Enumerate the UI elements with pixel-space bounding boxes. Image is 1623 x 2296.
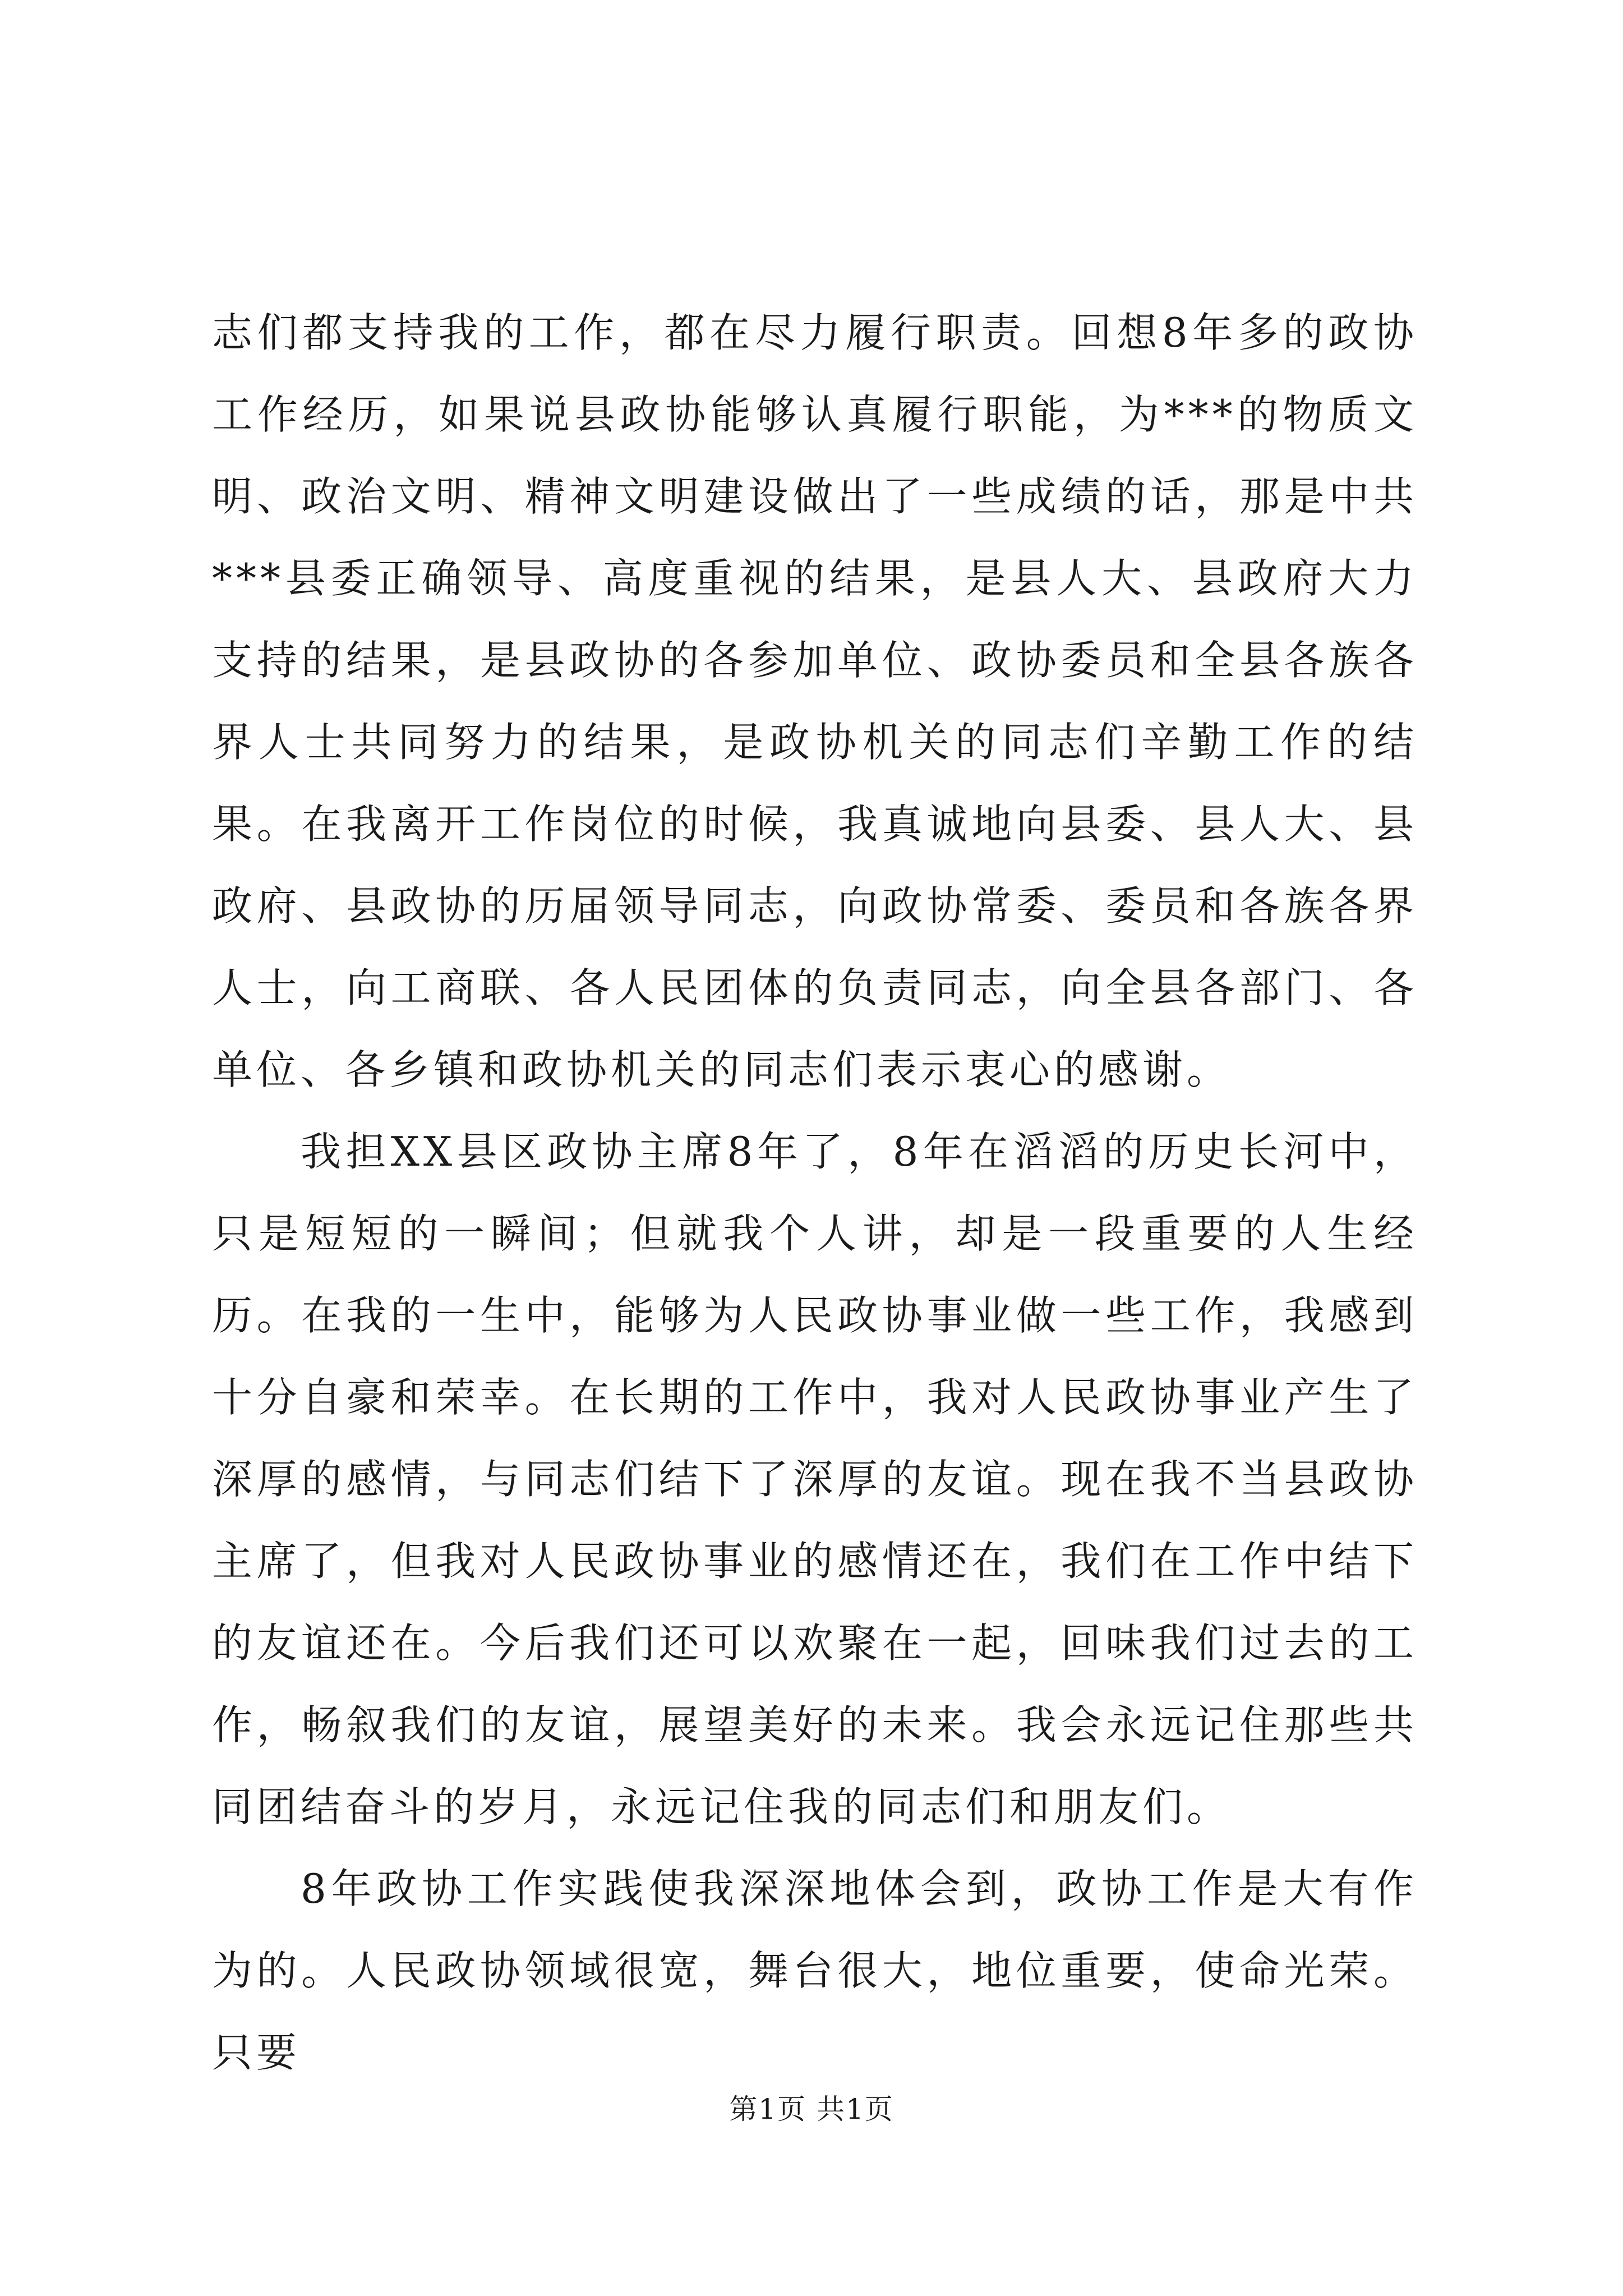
page-number-footer: 第1页 共1页 [729,2093,894,2125]
document-body [212,292,1418,2093]
paragraph-experience: 8年政协工作实践使我深深地体会到，政协工作是大有作为的。人民政协领域很宽，舞台很大，地位重要，使命光荣。只要 [212,1865,1418,2076]
paragraph-tenure: 我担XX县区政协主席8年了，8年在滔滔的历史长河中，只是短短的一瞬间；但就我个人讲，却是一段重要的人生经历。在我的一生中，能够为人民政协事业做一些工作，我感到十分自豪和荣幸。在长期的工作中，我对人民政协事业产生了深厚的感情，与同志们结下了深厚的友谊。现在我不当县政协主席了，但我对人民政协事业的感情还在，我们在工作中结下的友谊还在。今后我们还可以欢聚在一起，回味我们过去的工作，畅叙我们的友谊，展望美好的未来。我会永远记住那些共同团结奋斗的岁月，永远记住我的同志们和朋友们。 [212,1128,1418,1830]
paragraph-continuation: 志们都支持我的工作，都在尽力履行职责。回想8年多的政协工作经历，如果说县政协能够认真履行职能，为***的物质文明、政治文明、精神文明建设做出了一些成绩的话，那是中共***县委正确领导、高度重视的结果，是县人大、县政府大力支持的结果，是县政协的各参加单位、政协委员和全县各族各界人士共同努力的结果，是政协机关的同志们辛勤工作的结果。在我离开工作岗位的时候，我真诚地向县委、县人大、县政府、县政协的历届领导同志，向政协常委、委员和各族各界人士，向工商联、各人民团体的负责同志，向全县各部门、各单位、各乡镇和政协机关的同志们表示衷心的感谢。 [212,309,1418,1093]
